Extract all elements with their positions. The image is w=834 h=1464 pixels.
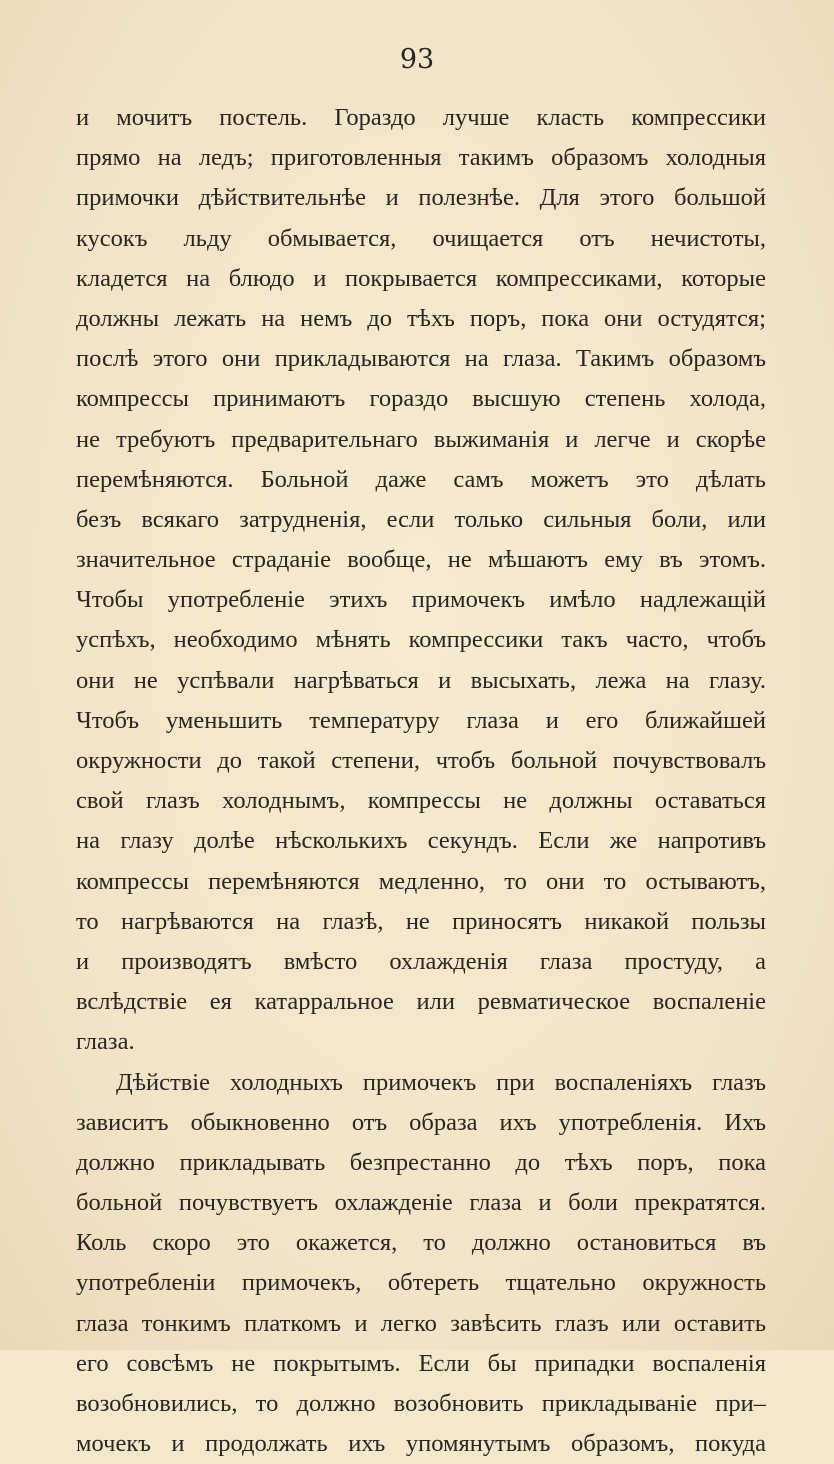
- text-line: употребленіи примочекъ, обтереть тщательно окружность: [76, 1269, 766, 1297]
- text-line: безъ всякаго затрудненія, если только сильныя боли, или: [76, 505, 766, 533]
- text-line: на глазу долѣе нѣсколькихъ секундъ. Если же напротивъ: [76, 827, 766, 855]
- text-line: Чтобъ уменьшить температуру глаза и его ближайшей: [76, 706, 766, 734]
- paragraph-start-line: Дѣйствіе холодныхъ примочекъ при воспаленіяхъ глазъ: [116, 1068, 766, 1096]
- text-line: свой глазъ холоднымъ, компрессы не должны оставаться: [76, 787, 766, 815]
- text-line: они не успѣвали нагрѣваться и высыхать, лежа на глазу.: [76, 666, 766, 694]
- text-line: кладется на блюдо и покрывается компрессиками, которые: [76, 264, 766, 292]
- text-line: его совсѣмъ не покрытымъ. Если бы припадки воспаленія: [76, 1349, 766, 1377]
- paragraph-end-line: глаза.: [76, 1028, 135, 1056]
- text-line: прямо на ледъ; приготовленныя такимъ образомъ холодныя: [76, 144, 766, 172]
- text-line: перемѣняются. Больной даже самъ можетъ это дѣлать: [76, 465, 766, 493]
- body-text: [76, 98, 766, 1464]
- text-line: компрессы перемѣняются медленно, то они то остываютъ,: [76, 867, 766, 895]
- text-line: мочекъ и продолжать ихъ упомянутымъ образомъ, покуда: [76, 1430, 766, 1458]
- text-line: послѣ этого они прикладываются на глаза. Такимъ образомъ: [76, 345, 766, 373]
- text-line: Коль скоро это окажется, то должно остановиться въ: [76, 1229, 766, 1257]
- text-line: зависитъ обыкновенно отъ образа ихъ употребленія. Ихъ: [76, 1108, 766, 1136]
- text-line: значительное страданіе вообще, не мѣшаютъ ему въ этомъ.: [76, 546, 766, 574]
- text-line: должны лежать на немъ до тѣхъ поръ, пока они остудятся;: [76, 304, 766, 332]
- text-line: и мочитъ постель. Гораздо лучше класть компрессики: [76, 104, 766, 131]
- text-line: компрессы принимаютъ гораздо высшую степень холода,: [76, 385, 766, 413]
- text-line: и производятъ вмѣсто охлажденія глаза простуду, а: [76, 947, 766, 975]
- text-line: возобновились, то должно возобновить прикладываніе при–: [76, 1390, 766, 1417]
- text-line: кусокъ льду обмывается, очищается отъ нечистоты,: [76, 224, 766, 252]
- text-line: вслѣдствіе ея катарральное или ревматическое воспаленіе: [76, 988, 766, 1016]
- text-line: больной почувствуетъ охлажденіе глаза и боли прекратятся.: [76, 1189, 766, 1217]
- page-number: 93: [399, 44, 435, 75]
- text-line: глаза тонкимъ платкомъ и легко завѣсить глазъ или оставить: [76, 1309, 766, 1337]
- text-line: то нагрѣваются на глазѣ, не приносятъ никакой пользы: [76, 907, 766, 935]
- text-line: успѣхъ, необходимо мѣнять компрессики такъ часто, чтобъ: [76, 626, 766, 654]
- text-line: должно прикладывать безпрестанно до тѣхъ поръ, пока: [76, 1148, 766, 1176]
- text-line: примочки дѣйствительнѣе и полезнѣе. Для этого большой: [76, 184, 766, 212]
- text-line: Чтобы употребленіе этихъ примочекъ имѣло надлежащій: [76, 586, 766, 614]
- text-line: окружности до такой степени, чтобъ больной почувствовалъ: [76, 747, 766, 774]
- text-line: не требуютъ предварительнаго выжиманія и легче и скорѣе: [76, 425, 766, 453]
